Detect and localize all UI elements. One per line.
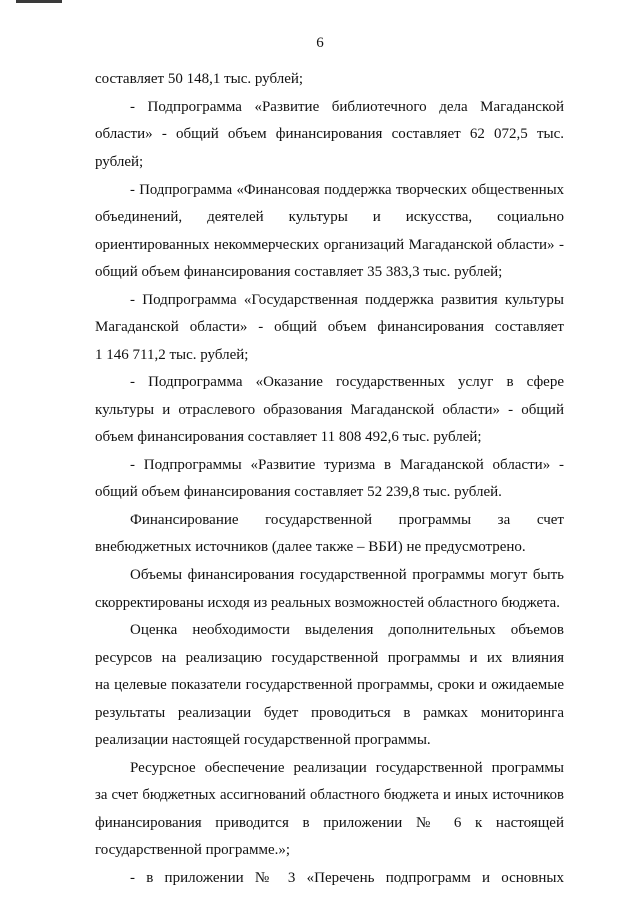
text-line: финансирования приводится в приложении № 6 к настоящей <box>95 815 564 831</box>
text-line: внебюджетных источников (далее также – ВБИ) не предусмотрено. <box>95 539 526 555</box>
text-line: - Подпрограмма «Финансовая поддержка творческих общественных <box>130 182 564 198</box>
text-line: объем финансирования составляет 11 808 492,6 тыс. рублей; <box>95 429 482 445</box>
text-line: - Подпрограмма «Развитие библиотечного дела Магаданской <box>130 99 564 115</box>
scan-edge-mark <box>16 0 62 3</box>
text-line: культуры и отраслевого образования Магаданской области» - общий <box>95 402 564 418</box>
text-line: составляет 50 148,1 тыс. рублей; <box>95 71 304 87</box>
text-line: за счет бюджетных ассигнований областного бюджета и иных источников <box>95 787 564 803</box>
text-line: Ресурсное обеспечение реализации государственной программы <box>130 760 564 776</box>
text-line: ориентированных некоммерческих организаций Магаданской области» - <box>95 237 564 253</box>
text-line: объединений, деятелей культуры и искусства, социально <box>95 209 564 225</box>
text-line: результаты реализации будет проводиться в рамках мониторинга <box>95 705 564 721</box>
text-line: общий объем финансирования составляет 35 383,3 тыс. рублей; <box>95 264 503 280</box>
text-line: Оценка необходимости выделения дополнительных объемов <box>130 622 564 638</box>
text-line: скорректированы исходя из реальных возможностей областного бюджета. <box>95 595 560 611</box>
text-line: общий объем финансирования составляет 52 239,8 тыс. рублей. <box>95 484 502 500</box>
text-line: области» - общий объем финансирования составляет 62 072,5 тыс. <box>95 126 564 142</box>
text-line: государственной программе.»; <box>95 842 291 858</box>
text-line: Объемы финансирования государственной программы могут быть <box>130 567 564 583</box>
page-number: 6 <box>316 35 324 51</box>
text-line: - Подпрограммы «Развитие туризма в Магаданской области» - <box>130 457 564 473</box>
text-line: на целевые показатели государственной программы, сроки и ожидаемые <box>95 677 564 693</box>
text-line: - Подпрограмма «Оказание государственных услуг в сфере <box>130 374 564 390</box>
text-line: 1 146 711,2 тыс. рублей; <box>95 347 249 363</box>
text-line: Магаданской области» - общий объем финансирования составляет <box>95 319 564 335</box>
text-line: реализации настоящей государственной программы. <box>95 732 431 748</box>
text-line: Финансирование государственной программы за счет <box>130 512 564 528</box>
text-line: рублей; <box>95 154 144 170</box>
text-line: - в приложении № 3 «Перечень подпрограмм и основных <box>130 870 564 886</box>
text-line: - Подпрограмма «Государственная поддержка развития культуры <box>130 292 564 308</box>
text-line: ресурсов на реализацию государственной программы и их влияния <box>95 650 564 666</box>
